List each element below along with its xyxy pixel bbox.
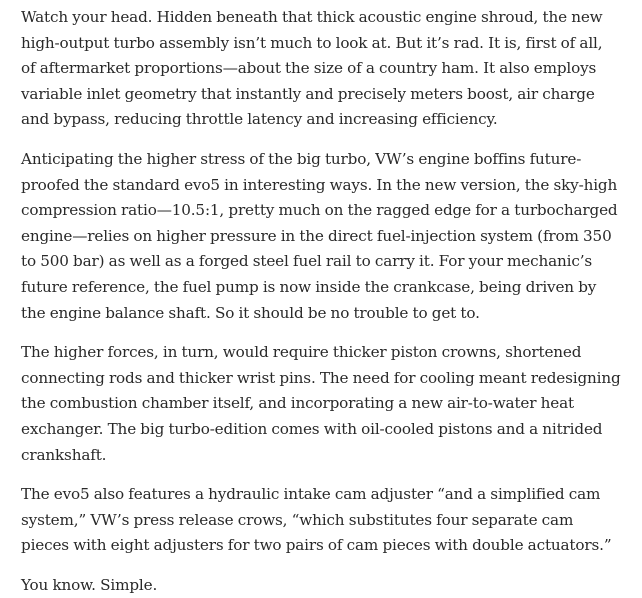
paragraph-engine-upgrades: Anticipating the higher stress of the big turbo, VW’s engine boffins future-proofed the standard evo5 in interesting ways. In the new version, the sky-high compression ratio—10.5:1, pretty much on the ragged edge for a turbocharged engine—relies on higher pressure in the direct fuel-injection system (from 350 to 500 bar) as well as a forged steel fuel rail to carry it. For your mechanic’s future reference, the fuel pump is now inside the crankcase, being driven by the engine balance shaft. So it should be no trouble to get to. — [21, 149, 618, 322]
paragraph-higher-forces: The higher forces, in turn, would require thicker piston crowns, shortened connecting rods and thicker wrist pins. The need for cooling meant redesigning the combustion chamber itself, and incorporating a new air-to-water heat exchanger. The big turbo-edition comes with oil-cooled pistons and a nitrided crankshaft. — [21, 343, 621, 464]
paragraph-closing: You know. Simple. — [21, 575, 158, 594]
paragraph-cam-adjuster: The evo5 also features a hydraulic intake cam adjuster “and a simplified cam system,” VW’s press release crows, “which substitutes four separate cam pieces with eight adjusters for two pairs of cam pieces with double actuators.” — [21, 485, 612, 555]
paragraph-turbo-assembly: Watch your head. Hidden beneath that thick acoustic engine shroud, the new high-output turbo assembly isn’t much to look at. But it’s rad. It is, first of all, of aftermarket proportions—about the size of a country ham. It also employs variable inlet geometry that instantly and precisely meters boost, air charge and bypass, reducing throttle latency and increasing efficiency. — [21, 8, 603, 129]
